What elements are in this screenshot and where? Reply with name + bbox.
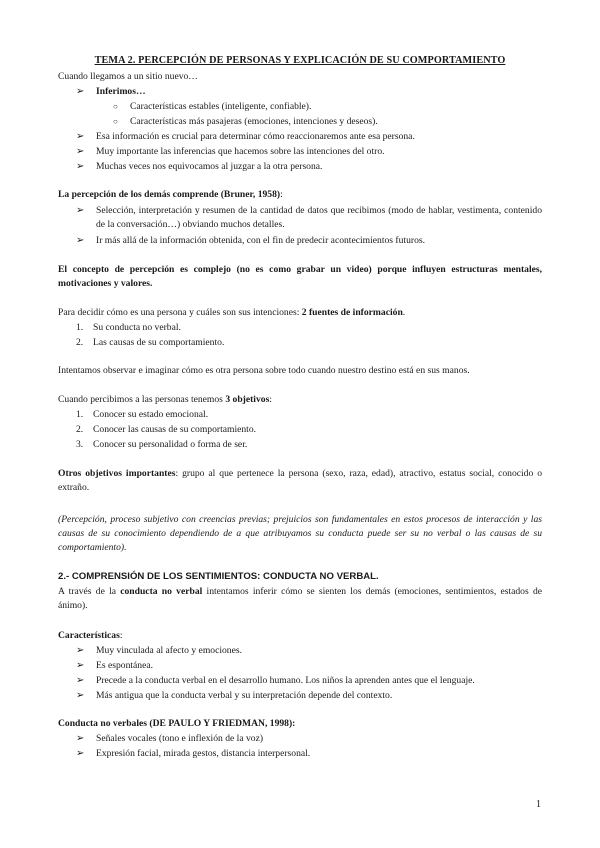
list-item: Selección, interpretación y resumen de la cantidad de datos que recibimos (modo de hablar, vestimenta, contenido de la conversación…) obviando muchos detalles. <box>96 205 542 230</box>
list-item: Las causas de su comportamiento. <box>93 337 225 348</box>
list-item: Muy importante las inferencias que hacemos sobre las intenciones del otro. <box>96 146 385 157</box>
list-item: Más antigua que la conducta verbal y su interpretación depende del contexto. <box>96 690 393 701</box>
list-item: Esa información es crucial para determinar cómo reaccionaremos ante esa persona. <box>96 131 415 142</box>
list-item: Es espontánea. <box>96 660 154 671</box>
section-2-paragraph: A través de la conducta no verbal intentamos inferir cómo se sienten los demás (emociones, sentimientos, estados de ánimo). <box>58 586 542 611</box>
list-number: 3. <box>76 439 84 450</box>
list-item: Conocer su personalidad o forma de ser. <box>93 439 248 450</box>
list-number: 1. <box>76 322 84 333</box>
arrow-bullet-icon: ➢ <box>76 660 85 671</box>
document-title: TEMA 2. PERCEPCIÓN DE PERSONAS Y EXPLICACIÓN DE SU COMPORTAMIENTO <box>94 55 506 66</box>
arrow-bullet-icon: ➢ <box>76 205 85 216</box>
list-item: Conocer su estado emocional. <box>93 409 209 420</box>
depaulo-heading: Conducta no verbales (DE PAULO Y FRIEDMAN, 1998): <box>58 718 296 729</box>
circle-bullet-icon: ○ <box>113 102 118 111</box>
arrow-bullet-icon: ➢ <box>76 690 85 701</box>
arrow-bullet-icon: ➢ <box>76 675 85 686</box>
list-item: Señales vocales (tono e inflexión de la voz) <box>96 733 264 744</box>
intentamos-paragraph: Intentamos observar e imaginar cómo es otra persona sobre todo cuando nuestro destino está en sus manos. <box>58 365 470 376</box>
arrow-bullet-icon: ➢ <box>76 131 85 142</box>
italic-note: (Percepción, proceso subjetivo con creencias previas; prejuicios son fundamentales en estos procesos de interacción y las causas de su conocimiento dependiendo de a que atribuyamos su conducta puede ser su no verbal o las causas de su comportamiento). <box>58 514 542 553</box>
page-number: 1 <box>536 799 541 810</box>
arrow-bullet-icon: ➢ <box>76 645 85 656</box>
list-item: Precede a la conducta verbal en el desarrollo humano. Los niños la aprenden antes que el lenguaje. <box>96 675 475 686</box>
section-2-heading: 2.- COMPRENSIÓN DE LOS SENTIMIENTOS: CONDUCTA NO VERBAL. <box>58 571 379 582</box>
list-item: Conocer las causas de su comportamiento. <box>93 424 257 435</box>
otros-objetivos-paragraph: Otros objetivos importantes: grupo al que pertenece la persona (sexo, raza, edad), atractivo, estatus social, conocido o extraño. <box>58 468 542 493</box>
list-number: 1. <box>76 409 84 420</box>
arrow-bullet-icon: ➢ <box>76 86 85 97</box>
bruner-heading: La percepción de los demás comprende (Bruner, 1958): <box>58 189 283 200</box>
list-item: Muy vinculada al afecto y emociones. <box>96 645 242 656</box>
arrow-bullet-icon: ➢ <box>76 733 85 744</box>
arrow-bullet-icon: ➢ <box>76 161 85 172</box>
circle-bullet-icon: ○ <box>113 117 118 126</box>
list-number: 2. <box>76 337 84 348</box>
caracteristicas-heading: Características: <box>58 630 123 641</box>
fuentes-paragraph: Para decidir cómo es una persona y cuáles son sus intenciones: 2 fuentes de información. <box>58 307 406 318</box>
arrow-bullet-icon: ➢ <box>76 146 85 157</box>
objetivos-paragraph: Cuando percibimos a las personas tenemos 3 objetivos: <box>58 394 272 405</box>
list-item: Su conducta no verbal. <box>93 322 181 333</box>
inferimos-label: Inferimos… <box>96 86 146 97</box>
list-item: Expresión facial, mirada gestos, distancia interpersonal. <box>96 748 311 759</box>
arrow-bullet-icon: ➢ <box>76 748 85 759</box>
list-item: Ir más allá de la información obtenida, con el fin de predecir acontecimientos futuros. <box>96 235 425 246</box>
intro-text: Cuando llegamos a un sitio nuevo… <box>58 71 198 82</box>
list-item: Muchas veces nos equivocamos al juzgar a la otra persona. <box>96 161 323 172</box>
list-item: Características más pasajeras (emociones, intenciones y deseos). <box>130 116 378 127</box>
concepto-paragraph: El concepto de percepción es complejo (no es como grabar un video) porque influyen estructuras mentales, motivaciones y valores. <box>58 264 542 289</box>
arrow-bullet-icon: ➢ <box>76 235 85 246</box>
list-number: 2. <box>76 424 84 435</box>
list-item: Características estables (inteligente, confiable). <box>130 101 312 112</box>
